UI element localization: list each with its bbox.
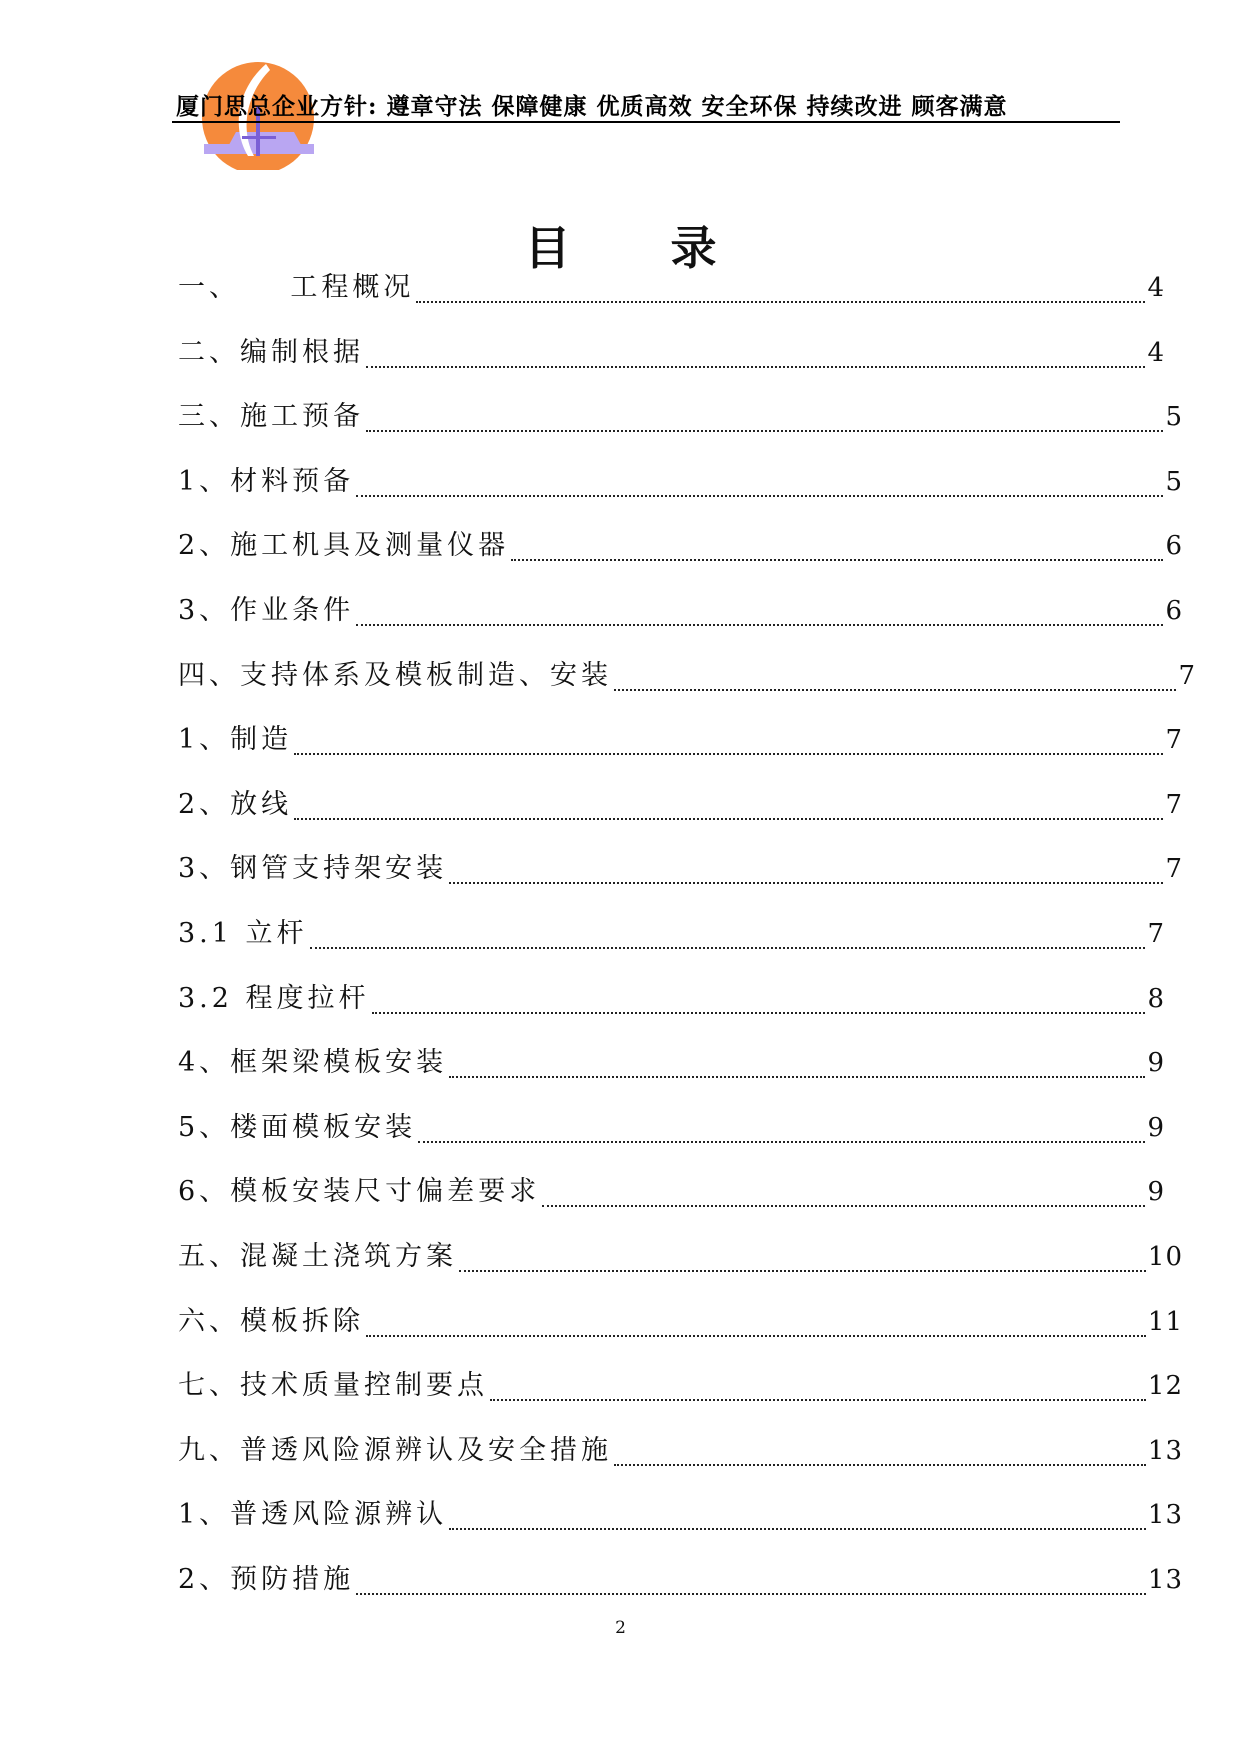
toc-dot-leader [449,1075,1145,1078]
toc-entry-label: 四、支持体系及模板制造、安装 [178,659,612,691]
toc-entry-page: 7 [1147,919,1165,949]
toc-entry-page: 5 [1165,402,1183,433]
toc-entry-page: 4 [1147,337,1165,368]
toc-entry[interactable] [178,1103,1165,1143]
toc-dot-leader [418,1140,1145,1143]
title-char-1: 目 [524,221,571,275]
toc-entry-label: 五、混凝土浇筑方案 [178,1241,457,1272]
toc-entry-page: 7 [1165,725,1183,756]
toc-entry-label: 1、材料预备 [178,465,355,497]
toc-dot-leader [449,881,1163,884]
toc-entry[interactable] [178,1361,1183,1401]
toc-entry-label: 二、编制根据 [178,336,364,368]
toc-entry-label: 3.1 立杆 [178,918,308,949]
toc-entry-label: 3、作业条件 [178,595,355,626]
toc-entry[interactable] [178,909,1165,949]
toc-entry-label: 三、施工预备 [178,401,364,433]
toc-entry-page: 7 [1165,854,1183,885]
toc-entry[interactable] [178,780,1183,820]
toc-entry[interactable] [178,328,1165,368]
toc-entry[interactable] [178,586,1183,626]
toc-dot-leader [459,1269,1146,1272]
toc-entry-label: 一、 工程概况 [178,272,415,303]
title-char-2: 录 [670,221,717,275]
toc-dot-leader [310,946,1146,949]
toc-entry-page: 7 [1165,789,1183,820]
toc-entry[interactable] [178,715,1183,755]
toc-entry[interactable] [178,1038,1165,1078]
toc-entry[interactable] [178,521,1183,561]
toc-entry-label: 1、普透风险源辨认 [178,1499,448,1531]
toc-dot-leader [366,365,1145,368]
toc-dot-leader [614,688,1176,691]
toc-dot-leader [416,300,1145,303]
toc-entry-label: 5、楼面模板安装 [178,1111,417,1143]
toc-entry-label: 七、技术质量控制要点 [178,1370,488,1402]
toc-entry[interactable] [178,1555,1183,1595]
toc-entry-label: 2、施工机具及测量仪器 [178,530,510,562]
toc-entry[interactable] [178,1232,1183,1272]
toc-entry-label: 4、框架梁模板安装 [178,1047,448,1079]
toc-dot-leader [511,558,1163,561]
toc-dot-leader [356,623,1163,626]
toc-dot-leader [294,752,1163,755]
toc-dot-leader [366,1334,1146,1337]
toc-dot-leader [356,494,1163,497]
toc-entry[interactable] [178,457,1183,497]
toc-entry-label: 3、钢管支持架安装 [178,853,448,885]
toc-entry-page: 9 [1147,1048,1165,1079]
toc-entry-label: 六、模板拆除 [178,1305,364,1337]
toc-entry-label: 2、预防措施 [178,1564,355,1595]
toc-entry-page: 12 [1147,1371,1183,1402]
toc-dot-leader [356,1592,1146,1595]
toc-entry-label: 1、制造 [178,724,293,756]
toc-entry-page: 7 [1178,660,1196,691]
toc-dot-leader [490,1398,1146,1401]
toc-entry[interactable] [178,1297,1183,1337]
toc-entry-page: 10 [1147,1242,1183,1272]
toc-entry[interactable] [178,1426,1183,1466]
toc-entry-page: 6 [1165,531,1183,562]
toc-dot-leader [614,1463,1146,1466]
toc-dot-leader [372,1011,1146,1014]
page-number: 2 [615,1618,626,1638]
header-divider [172,121,1120,123]
toc-entry[interactable] [178,651,1196,691]
toc-entry-page: 5 [1165,466,1183,497]
toc-entry-page: 13 [1147,1500,1183,1531]
toc-entry-label: 6、模板安装尺寸偏差要求 [178,1176,541,1208]
toc-entry-page: 4 [1147,273,1165,303]
toc-dot-leader [366,429,1163,432]
toc-entry[interactable] [178,844,1183,884]
toc-entry-label: 九、普透风险源辨认及安全措施 [178,1434,612,1466]
toc-dot-leader [294,817,1163,820]
toc-entry-page: 13 [1147,1435,1183,1466]
toc-entry[interactable] [178,263,1165,303]
toc-entry-page: 11 [1147,1306,1183,1337]
toc-entry[interactable] [178,1490,1183,1530]
toc-entry-page: 13 [1147,1565,1183,1595]
toc-entry-label: 2、放线 [178,788,293,820]
toc-entry-page: 6 [1165,596,1183,626]
toc-entry-page: 8 [1147,983,1165,1014]
toc-dot-leader [449,1527,1146,1530]
toc-entry-page: 9 [1147,1177,1165,1208]
toc-entry-page: 9 [1147,1112,1165,1143]
company-motto: 厦门思总企业方针: 遵章守法 保障健康 优质高效 安全环保 持续改进 顾客满意 [176,93,1008,120]
toc-entry-label: 3.2 程度拉杆 [178,982,370,1014]
toc-dot-leader [542,1204,1145,1207]
toc-entry[interactable] [178,974,1165,1014]
toc-entry[interactable] [178,392,1183,432]
toc-entry[interactable] [178,1167,1165,1207]
